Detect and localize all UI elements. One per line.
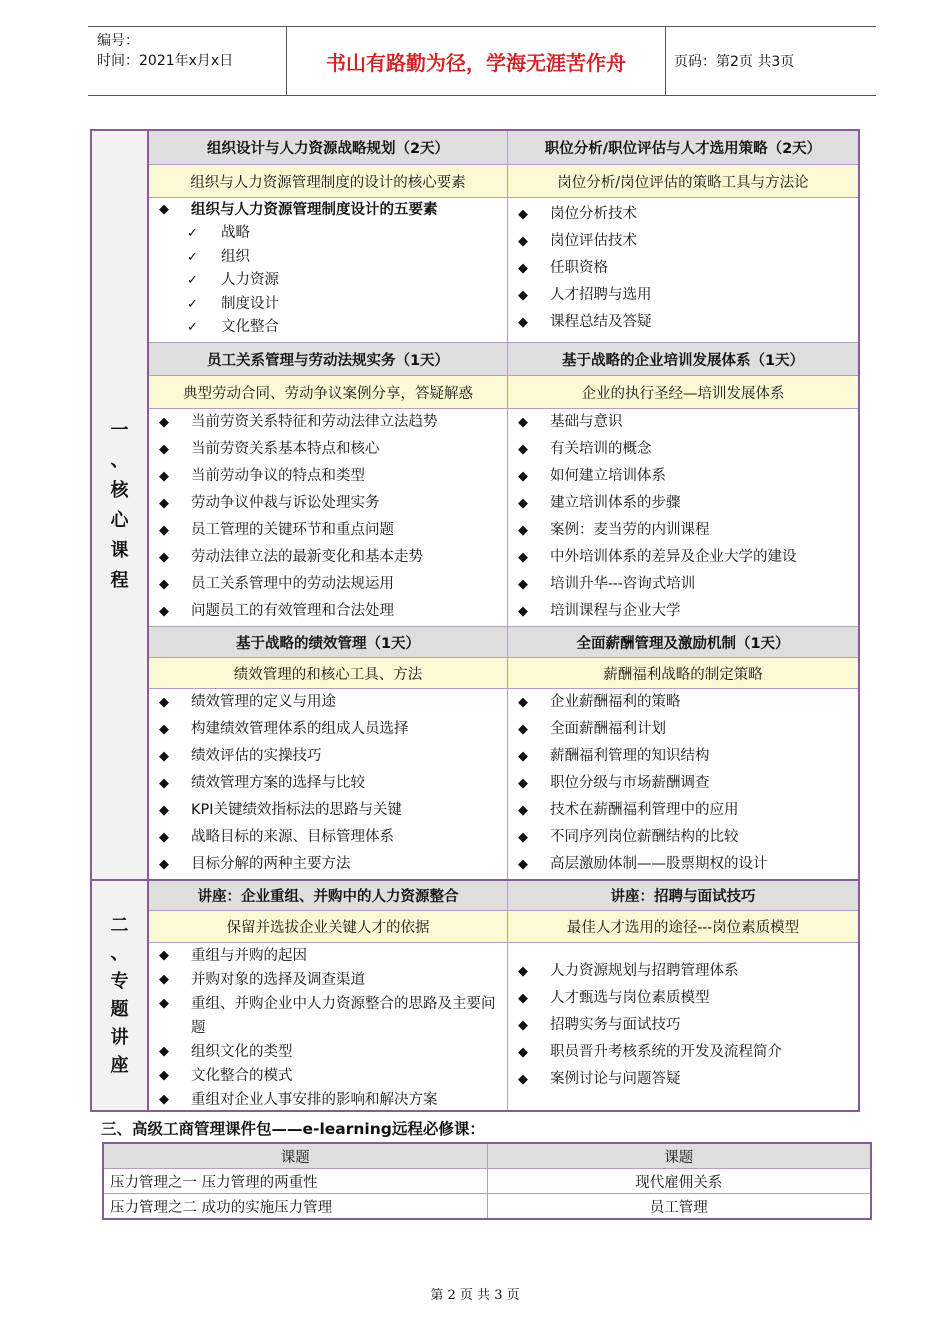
list-item: ◆ 构建绩效管理体系的组成人员选择 <box>157 716 503 743</box>
list-item: ◆ 绩效管理的定义与用途 <box>157 689 503 716</box>
diamond-bullet-icon: ◆ <box>518 288 528 303</box>
list-item: ◆ 员工关系管理中的劳动法规运用 <box>157 571 503 598</box>
diamond-bullet-icon: ◆ <box>159 1068 169 1083</box>
diamond-bullet-icon: ◆ <box>518 964 528 979</box>
list-item: ◆ 职位分级与市场薪酬调查 <box>516 770 854 797</box>
list-item: ◆ 绩效评估的实操技巧 <box>157 743 503 770</box>
lecture-body-recruiting <box>508 943 858 1110</box>
list-item: ◆ 人才甄选与岗位素质模型 <box>516 985 854 1012</box>
motto: 书山有路勤为径，学海无涯苦作舟 <box>286 27 666 95</box>
table-cell: 现代雇佣关系 <box>487 1169 871 1194</box>
diamond-bullet-icon: ◆ <box>518 991 528 1006</box>
diamond-bullet-icon: ◆ <box>518 469 528 484</box>
list-item: ◆ 岗位评估技术 <box>516 228 854 255</box>
diamond-bullet-icon: ◆ <box>518 830 528 845</box>
diamond-bullet-icon: ◆ <box>518 496 528 511</box>
course-title-org-design: 组织设计与人力资源战略规划（2天） <box>149 131 508 165</box>
lecture-subtitle-recruiting: 最佳人才选用的途径---岗位素质模型 <box>508 911 858 943</box>
column-header: 课题 <box>103 1143 487 1169</box>
course-title-employee-relations: 员工关系管理与劳动法规实务（1天） <box>149 343 508 376</box>
diamond-bullet-icon: ◆ <box>159 830 169 845</box>
course-body-org-design <box>149 198 508 343</box>
list-item: ◆ 技术在薪酬福利管理中的应用 <box>516 797 854 824</box>
table-cell: 压力管理之一 压力管理的两重性 <box>103 1169 487 1194</box>
list-item: ◆ 目标分解的两种主要方法 <box>157 851 503 878</box>
diamond-bullet-icon: ◆ <box>159 776 169 791</box>
list-item: ✓ 文化整合 <box>187 316 279 340</box>
diamond-bullet-icon: ◆ <box>518 749 528 764</box>
list-item: ◆ KPI关键绩效指标法的思路与关键 <box>157 797 503 824</box>
list-item: ✓ 组织 <box>187 246 279 270</box>
list-item: ◆ 并购对象的选择及调查渠道 <box>157 968 503 992</box>
diamond-bullet-icon: ◆ <box>518 442 528 457</box>
number-label: 编号： <box>97 33 139 49</box>
list-item: ◆ 人力资源规划与招聘管理体系 <box>516 958 854 985</box>
list-item: ◆ 当前劳资关系特征和劳动法律立法趋势 <box>157 409 503 436</box>
elearning-table <box>102 1142 872 1220</box>
diamond-bullet-icon: ◆ <box>518 803 528 818</box>
diamond-bullet-icon: ◆ <box>518 604 528 619</box>
list-item: ◆ 战略目标的来源、目标管理体系 <box>157 824 503 851</box>
list-item: ◆ 高层激励体制——股票期权的设计 <box>516 851 854 878</box>
diamond-bullet-icon: ◆ <box>159 695 169 710</box>
course-subtitle-training: 企业的执行圣经—培训发展体系 <box>508 376 858 409</box>
list-item: ◆ 重组对企业人事安排的影响和解决方案 <box>157 1088 503 1112</box>
list-item: ◆ 当前劳资关系基本特点和核心 <box>157 436 503 463</box>
diamond-bullet-icon: ◆ <box>159 948 169 963</box>
course-body-job-analysis <box>508 198 858 343</box>
diamond-bullet-icon: ◆ <box>159 1092 169 1107</box>
page-header <box>88 26 876 96</box>
diamond-bullet-icon: ◆ <box>518 261 528 276</box>
list-item: ◆ 员工管理的关键环节和重点问题 <box>157 517 503 544</box>
diamond-bullet-icon: ◆ <box>159 803 169 818</box>
lecture-title-mergers: 讲座：企业重组、并购中的人力资源整合 <box>149 881 508 911</box>
list-item: ✓ 人力资源 <box>187 269 279 293</box>
diamond-bullet-icon: ◆ <box>518 1018 528 1033</box>
diamond-bullet-icon: ◆ <box>159 577 169 592</box>
diamond-bullet-icon: ◆ <box>518 857 528 872</box>
diamond-bullet-icon: ◆ <box>518 577 528 592</box>
list-item: ◆ 培训升华---咨询式培训 <box>516 571 854 598</box>
diamond-bullet-icon: ◆ <box>518 1045 528 1060</box>
diamond-bullet-icon: ◆ <box>518 776 528 791</box>
diamond-bullet-icon: ◆ <box>518 1072 528 1087</box>
diamond-bullet-icon: ◆ <box>518 523 528 538</box>
course-title-job-analysis: 职位分析/职位评估与人才选用策略（2天） <box>508 131 858 165</box>
diamond-bullet-icon: ◆ <box>518 315 528 330</box>
course-title-compensation: 全面薪酬管理及激励机制（1天） <box>508 627 858 658</box>
list-item: ◆ 招聘实务与面试技巧 <box>516 1012 854 1039</box>
lecture-subtitle-mergers: 保留并选拔企业关键人才的依据 <box>149 911 508 943</box>
list-item: ◆ 全面薪酬福利计划 <box>516 716 854 743</box>
course-body-compensation <box>508 689 858 879</box>
list-item: ◆ 中外培训体系的差异及企业大学的建设 <box>516 544 854 571</box>
course-subtitle-org-design: 组织与人力资源管理制度的设计的核心要素 <box>149 165 508 198</box>
check-icon: ✓ <box>187 273 198 289</box>
table-header-row <box>103 1143 871 1169</box>
list-item: ◆ 培训课程与企业大学 <box>516 598 854 625</box>
list-item: ◆ 如何建立培训体系 <box>516 463 854 490</box>
table-row <box>103 1169 871 1194</box>
lecture-title-recruiting: 讲座：招聘与面试技巧 <box>508 881 858 911</box>
diamond-bullet-icon: ◆ <box>159 1044 169 1059</box>
list-item: ◆ 绩效管理方案的选择与比较 <box>157 770 503 797</box>
course-body-employee-relations <box>149 409 508 627</box>
page-number-label: 页码：第2页 共3页 <box>674 54 795 70</box>
list-item: ✓ 制度设计 <box>187 293 279 317</box>
diamond-bullet-icon: ◆ <box>159 523 169 538</box>
diamond-bullet-icon: ◆ <box>159 996 169 1011</box>
list-item: ◆ 任职资格 <box>516 255 854 282</box>
diamond-bullet-icon: ◆ <box>159 202 169 217</box>
diamond-bullet-icon: ◆ <box>159 469 169 484</box>
list-item: ◆ 企业薪酬福利的策略 <box>516 689 854 716</box>
diamond-bullet-icon: ◆ <box>518 234 528 249</box>
course-subtitle-job-analysis: 岗位分析/岗位评估的策略工具与方法论 <box>508 165 858 198</box>
check-icon: ✓ <box>187 320 198 336</box>
list-item: ◆ 课程总结及答疑 <box>516 309 854 336</box>
diamond-bullet-icon: ◆ <box>518 722 528 737</box>
diamond-bullet-icon: ◆ <box>159 604 169 619</box>
list-item: ◆ 基础与意识 <box>516 409 854 436</box>
section-label-core: 一 、 核 心 课 程 <box>92 131 149 880</box>
list-item: ◆ 建立培训体系的步骤 <box>516 490 854 517</box>
course-subtitle-performance: 绩效管理的和核心工具、方法 <box>149 658 508 689</box>
diamond-bullet-icon: ◆ <box>159 442 169 457</box>
list-item: ✓ 战略 <box>187 222 279 246</box>
diamond-bullet-icon: ◆ <box>159 972 169 987</box>
diamond-bullet-icon: ◆ <box>159 415 169 430</box>
list-item: ◆ 文化整合的模式 <box>157 1064 503 1088</box>
check-icon: ✓ <box>187 226 198 241</box>
elearning-title: 三、高级工商管理课件包——e-learning远程必修课： <box>101 1120 485 1138</box>
diamond-bullet-icon: ◆ <box>518 207 528 222</box>
diamond-bullet-icon: ◆ <box>518 695 528 710</box>
list-item: ◆ 组织与人力资源管理制度设计的五要素 <box>157 198 503 222</box>
course-title-training: 基于战略的企业培训发展体系（1天） <box>508 343 858 376</box>
column-header: 课题 <box>487 1143 871 1169</box>
course-subtitle-compensation: 薪酬福利战略的制定策略 <box>508 658 858 689</box>
list-item: ◆ 问题员工的有效管理和合法处理 <box>157 598 503 625</box>
list-item: ◆ 案例讨论与问题答疑 <box>516 1066 854 1093</box>
list-item: ◆ 重组与并购的起因 <box>157 944 503 968</box>
lecture-body-mergers <box>149 943 508 1110</box>
diamond-bullet-icon: ◆ <box>159 722 169 737</box>
list-item: ◆ 职员晋升考核系统的开发及流程简介 <box>516 1039 854 1066</box>
list-item: ◆ 薪酬福利管理的知识结构 <box>516 743 854 770</box>
list-item: ◆ 组织文化的类型 <box>157 1040 503 1064</box>
list-item: ◆ 人才招聘与选用 <box>516 282 854 309</box>
course-table <box>90 129 860 1112</box>
page-footer: 第 2 页 共 3 页 <box>430 1288 520 1303</box>
table-cell: 员工管理 <box>487 1194 871 1220</box>
check-icon: ✓ <box>187 249 198 265</box>
diamond-bullet-icon: ◆ <box>518 550 528 565</box>
list-item: ◆ 不同序列岗位薪酬结构的比较 <box>516 824 854 851</box>
list-item: ◆ 有关培训的概念 <box>516 436 854 463</box>
diamond-bullet-icon: ◆ <box>159 550 169 565</box>
header-left <box>97 31 287 71</box>
list-item: ◆ 岗位分析技术 <box>516 201 854 228</box>
table-cell: 压力管理之二 成功的实施压力管理 <box>103 1194 487 1220</box>
list-item: ◆ 重组、并购企业中人力资源整合的思路及主要问题 <box>157 992 503 1040</box>
course-title-performance: 基于战略的绩效管理（1天） <box>149 627 508 658</box>
list-item: ◆ 当前劳动争议的特点和类型 <box>157 463 503 490</box>
list-item: ◆ 劳动争议仲裁与诉讼处理实务 <box>157 490 503 517</box>
section-label-lecture: 二 、 专 题 讲 座 <box>92 881 149 1110</box>
course-body-training <box>508 409 858 627</box>
list-item: ◆ 劳动法律立法的最新变化和基本走势 <box>157 544 503 571</box>
course-subtitle-employee-relations: 典型劳动合同、劳动争议案例分享，答疑解惑 <box>149 376 508 409</box>
diamond-bullet-icon: ◆ <box>159 857 169 872</box>
course-body-performance <box>149 689 508 879</box>
check-icon: ✓ <box>187 296 198 312</box>
list-item: ◆ 案例：麦当劳的内训课程 <box>516 517 854 544</box>
diamond-bullet-icon: ◆ <box>159 496 169 511</box>
diamond-bullet-icon: ◆ <box>159 749 169 764</box>
diamond-bullet-icon: ◆ <box>518 415 528 430</box>
time-label: 时间：2021年x月x日 <box>97 53 234 69</box>
table-row <box>103 1194 871 1220</box>
